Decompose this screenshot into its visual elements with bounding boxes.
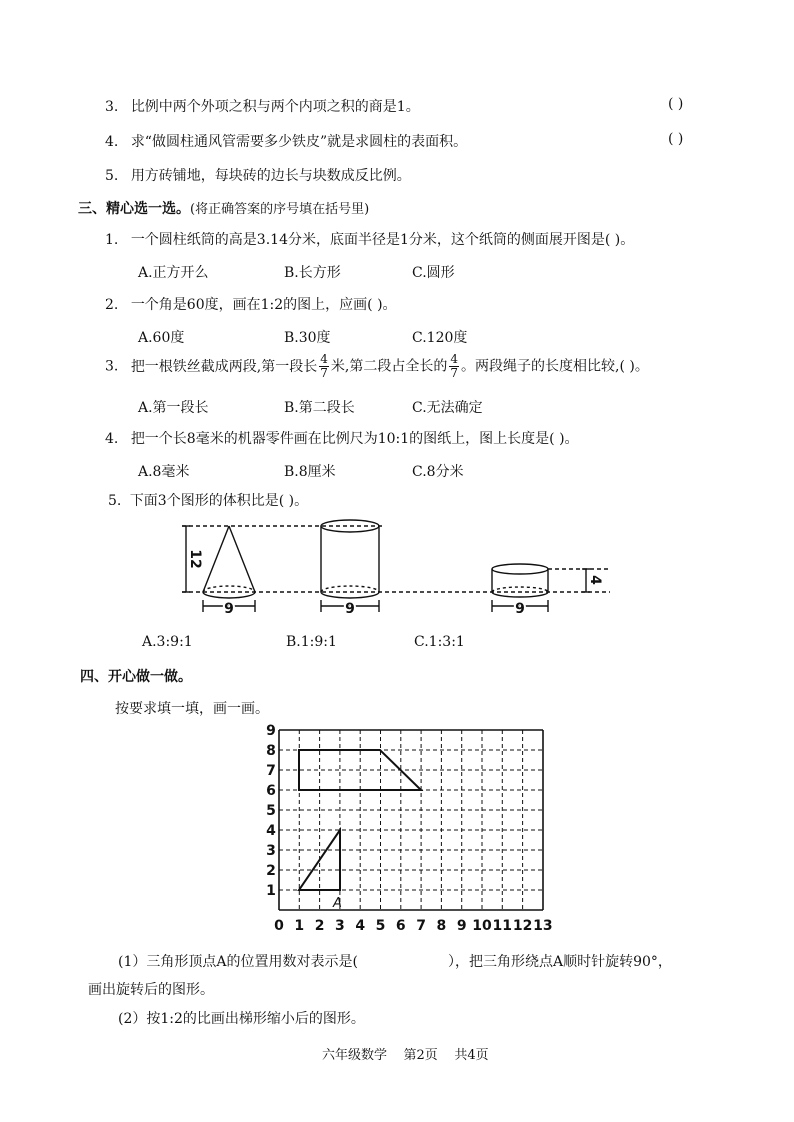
x-tick-label: 8	[436, 918, 447, 934]
x-tick-label: 12	[512, 918, 533, 934]
item-text: 用方砖铺地，每块砖的边长与块数成反比例。	[130, 168, 411, 184]
x-tick-label: 7	[416, 918, 426, 934]
option-c[interactable]: C.无法确定	[412, 400, 483, 416]
choice-question-3	[105, 353, 649, 380]
option-c[interactable]: C.圆形	[412, 265, 455, 281]
fraction-denominator: 7	[450, 366, 458, 380]
fraction-numerator: 4	[450, 352, 458, 366]
item-number: 4.	[105, 431, 119, 447]
x-tick-label: 13	[533, 918, 553, 934]
task-1-continuation: 画出旋转后的图形。	[88, 982, 214, 998]
x-tick-label: 1	[294, 918, 305, 934]
x-tick-label: 6	[395, 918, 406, 934]
x-tick-label: 2	[314, 918, 325, 934]
diameter-label-cone: 9	[224, 601, 234, 617]
judge-item-5	[105, 165, 411, 185]
point-a-label: A	[333, 896, 342, 911]
judge-item-3	[105, 96, 420, 116]
item-text-b: 米,第二段占全长的	[330, 358, 448, 375]
item-text: 比例中两个外项之积与两个内项之积的商是1。	[130, 99, 420, 115]
item-number: 5.	[105, 168, 119, 184]
item-number: 1.	[105, 232, 119, 248]
cylinder-shape	[321, 520, 379, 598]
section-4-intro: 按要求填一填，画一画。	[115, 701, 269, 717]
item-text-a: 把一根铁丝截成两段,第一段长	[130, 358, 318, 375]
judge-item-4	[105, 131, 467, 151]
choice-question-4	[105, 428, 579, 448]
x-tick-label: 11	[492, 918, 513, 934]
page-footer: 六年级数学 第2页 共4页	[322, 1048, 489, 1063]
fraction-1	[319, 353, 329, 380]
option-a[interactable]: A.3:9:1	[142, 634, 193, 650]
y-tick-label: 1	[266, 883, 276, 899]
item-number: 3.	[105, 99, 119, 115]
choice-question-5	[108, 490, 308, 510]
x-tick-label: 9	[456, 918, 467, 934]
task-1-text-b: ），把三角形绕点A顺时针旋转90°，	[447, 954, 672, 970]
item-number: 4.	[105, 134, 119, 150]
option-b[interactable]: B.30度	[284, 330, 331, 346]
option-c[interactable]: C.8分米	[412, 464, 464, 480]
coordinate-grid	[262, 722, 582, 944]
y-tick-label: 6	[266, 783, 276, 799]
fraction-numerator: 4	[320, 352, 328, 366]
answer-blank[interactable]: ( )	[668, 131, 684, 147]
section-title: 三、精心选一选。	[78, 201, 190, 217]
item-text: 下面3个图形的体积比是( )。	[129, 493, 309, 509]
option-a[interactable]: A.正方开么	[138, 265, 209, 281]
x-tick-label: 10	[472, 918, 492, 934]
diameter-label-short-cylinder: 9	[515, 601, 525, 617]
item-number: 5.	[108, 493, 122, 509]
x-tick-label: 5	[375, 918, 386, 934]
item-text: 求“做圆柱通风管需要多少铁皮”就是求圆柱的表面积。	[130, 134, 468, 150]
y-tick-label: 3	[266, 843, 276, 859]
section-note: (将正确答案的序号填在括号里)	[190, 202, 370, 217]
section-3-heading	[78, 198, 369, 218]
x-tick-label: 4	[355, 918, 366, 934]
section-4-title: 四、开心做一做。	[80, 669, 192, 685]
option-a[interactable]: A.60度	[138, 330, 185, 346]
item-text: 一个角是60度，画在1:2的图上，应画( )。	[130, 297, 397, 313]
task-1-line	[118, 951, 672, 971]
option-a[interactable]: A.8毫米	[138, 464, 190, 480]
item-text: 一个圆柱纸筒的高是3.14分米，底面半径是1分米，这个纸筒的侧面展开图是( )。	[130, 232, 635, 248]
choice-question-2	[105, 294, 397, 314]
x-tick-label: 3	[335, 918, 345, 934]
item-text: 把一个长8毫米的机器零件画在比例尺为10:1的图纸上，图上长度是( )。	[130, 431, 579, 447]
y-tick-label: 7	[266, 763, 276, 779]
option-b[interactable]: B.1:9:1	[286, 634, 337, 650]
y-tick-label: 4	[266, 823, 276, 839]
option-b[interactable]: B.第二段长	[284, 400, 355, 416]
y-tick-label: 5	[266, 803, 276, 819]
solids-figure	[160, 512, 620, 622]
height-12-label: 12	[187, 549, 203, 569]
option-c[interactable]: C.120度	[412, 330, 468, 346]
item-text-c: 。两段绳子的长度相比较,( )。	[461, 358, 649, 375]
choice-question-1	[105, 229, 634, 249]
fraction-2	[449, 353, 459, 380]
y-tick-label: 8	[266, 743, 276, 759]
option-c[interactable]: C.1:3:1	[414, 634, 465, 650]
y-tick-label: 2	[266, 863, 276, 879]
height-4-label: 4	[587, 575, 603, 585]
task-2-line: (2）按1:2的比画出梯形缩小后的图形。	[118, 1011, 365, 1027]
task-1-text-a: (1）三角形顶点A的位置用数对表示是(	[118, 954, 358, 970]
option-b[interactable]: B.8厘米	[284, 464, 336, 480]
option-a[interactable]: A.第一段长	[138, 400, 209, 416]
item-number: 3.	[105, 358, 119, 375]
fraction-denominator: 7	[320, 366, 328, 380]
option-b[interactable]: B.长方形	[284, 265, 341, 281]
answer-blank[interactable]: ( )	[668, 96, 684, 112]
diameter-label-cylinder: 9	[345, 601, 355, 617]
y-tick-label: 9	[266, 723, 276, 739]
x-tick-label: 0	[274, 918, 284, 934]
cone-shape	[203, 526, 255, 598]
item-number: 2.	[105, 297, 119, 313]
